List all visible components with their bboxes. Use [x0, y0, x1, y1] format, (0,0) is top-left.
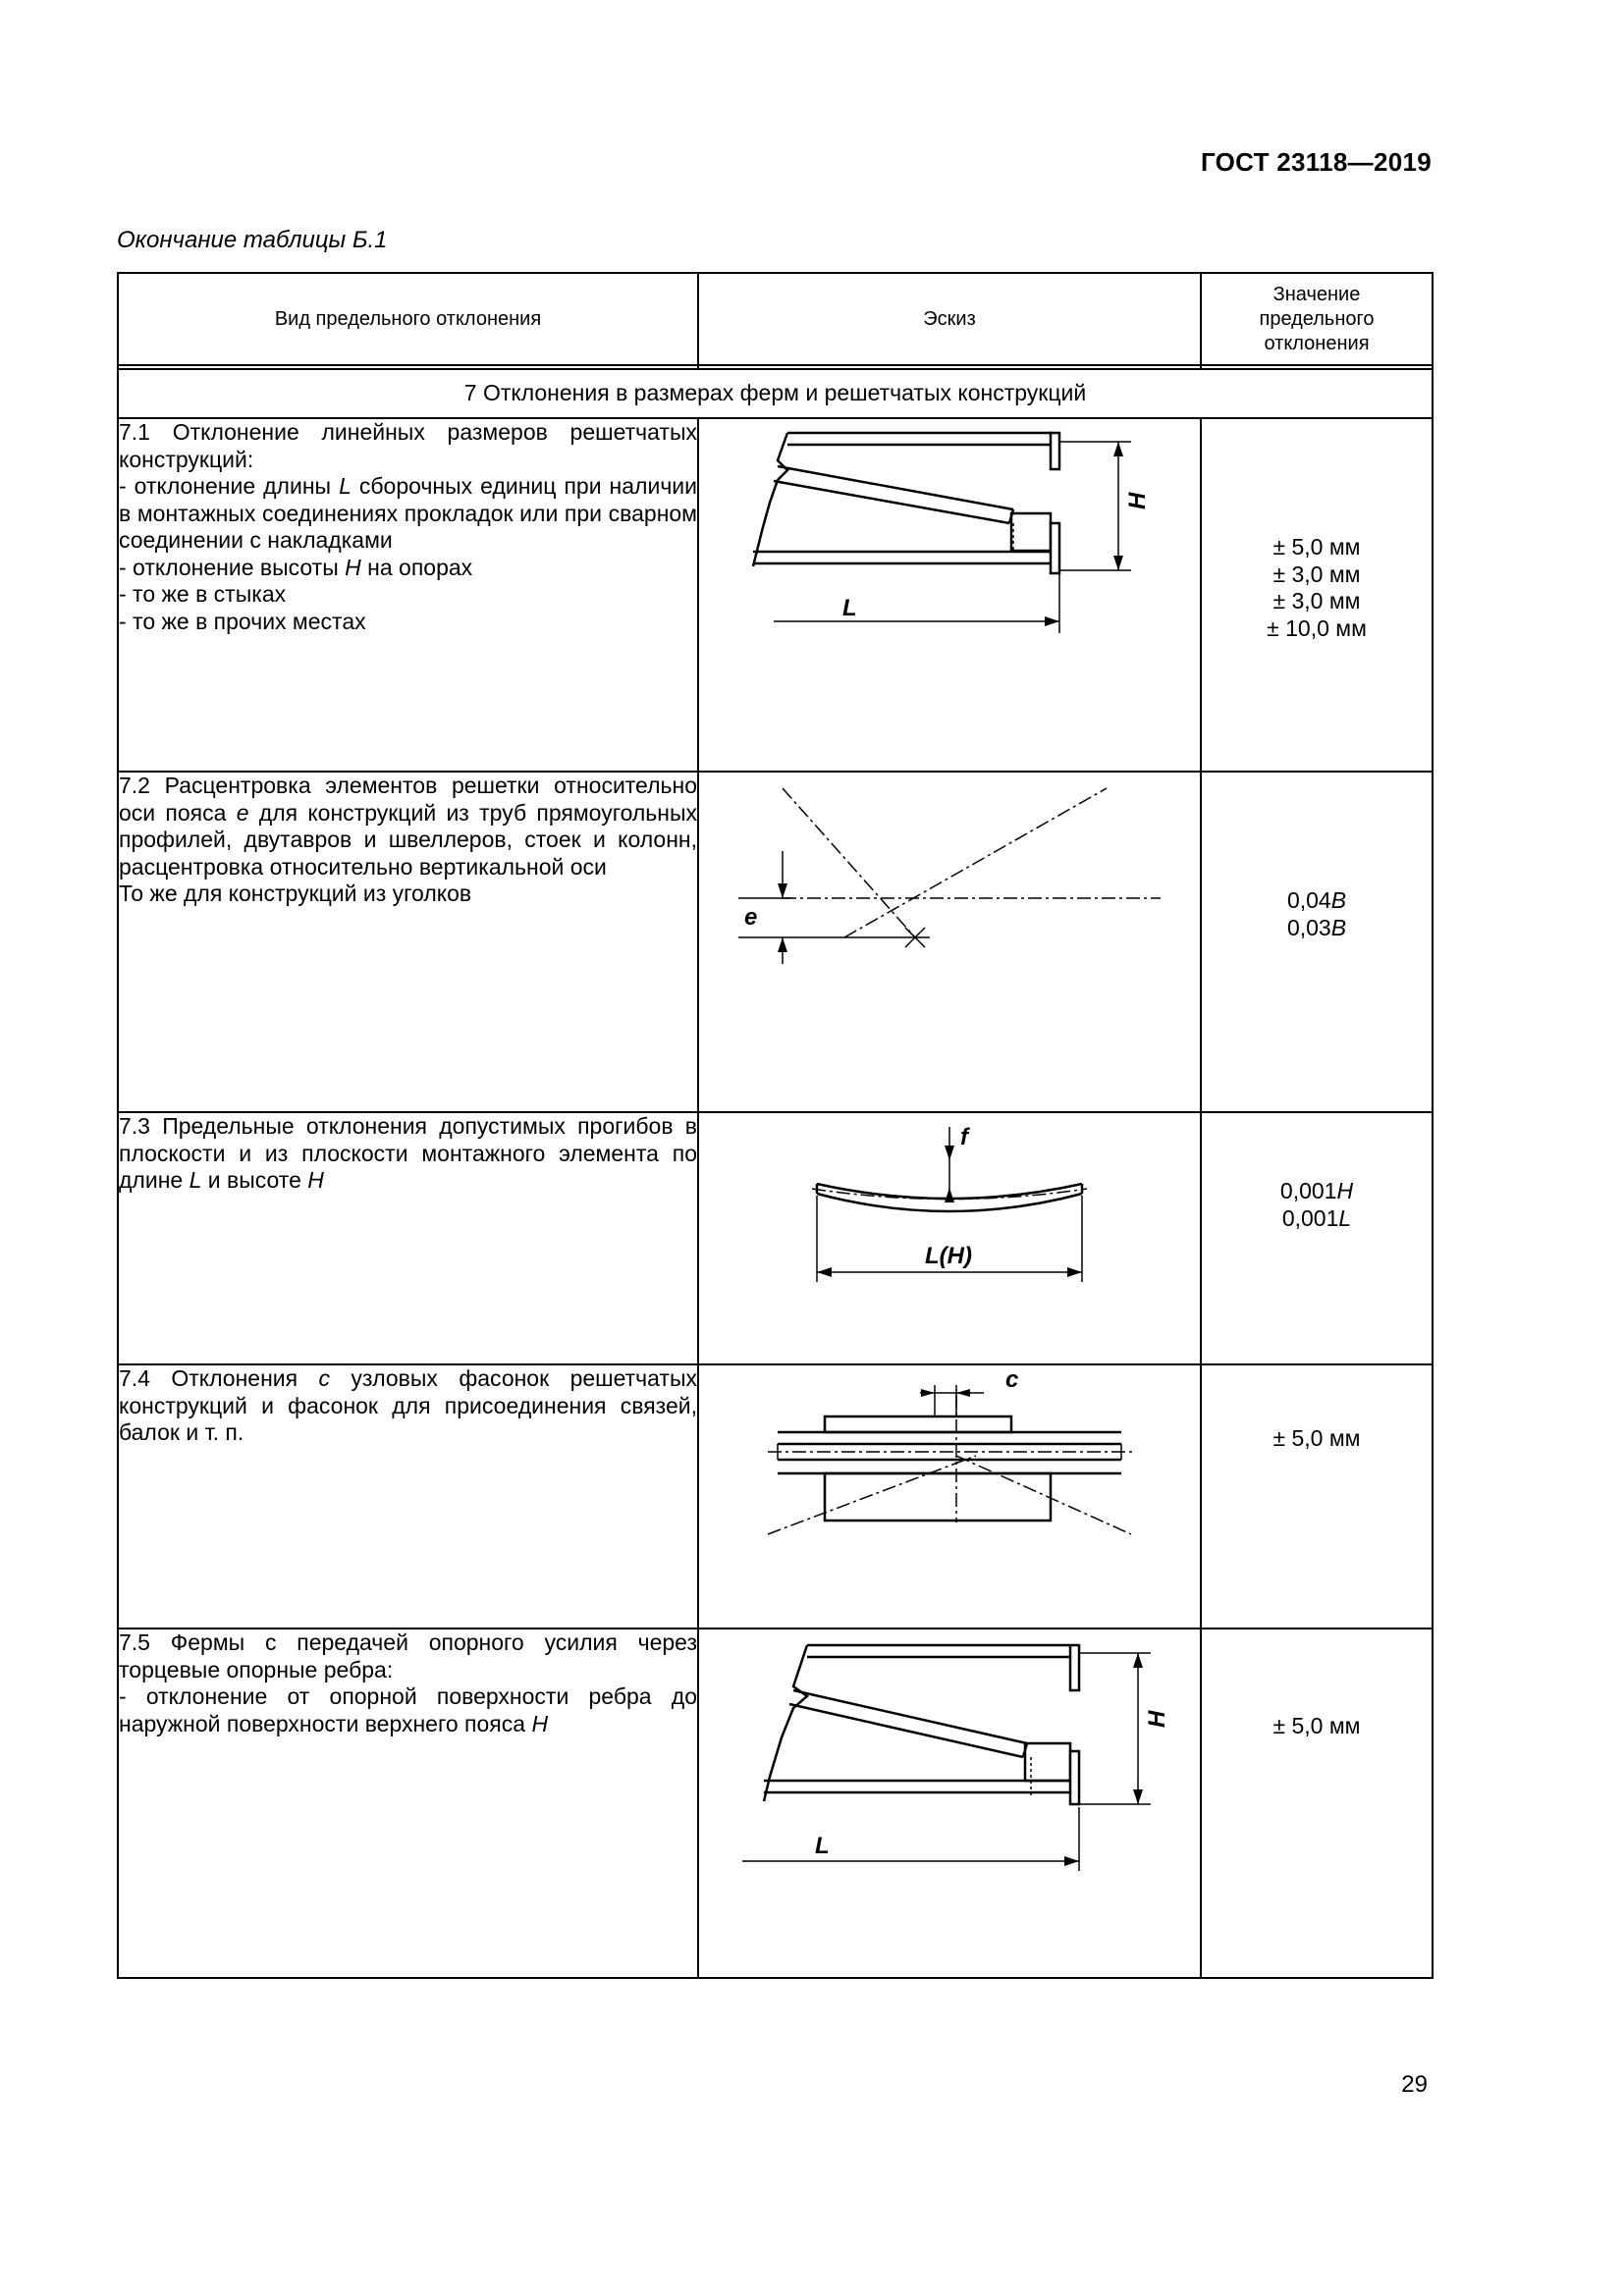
row-line: То же для конструкций из уголков — [119, 881, 472, 906]
row-line: 7.3 Предельные отклонения допустимых прогибов в плоскости и из плоскости монтажного элемента по длине L и высоте H — [119, 1113, 697, 1193]
section-row — [118, 369, 1433, 418]
column-header: Значение предельного отклонения — [1201, 273, 1433, 365]
sketch-label-f: f — [960, 1124, 968, 1150]
row-line: - то же в прочих местах — [119, 608, 366, 634]
row-description — [118, 1364, 698, 1629]
table-row — [118, 1629, 1433, 1978]
row-description — [118, 772, 698, 1112]
truss-length-height-sketch — [699, 419, 1200, 656]
table-header-row — [118, 273, 1433, 365]
row-values — [1201, 418, 1433, 772]
gusset-plate-sketch — [699, 1365, 1200, 1568]
column-header: Вид предельного отклонения — [118, 273, 698, 365]
value-item: 0,03B — [1286, 914, 1347, 940]
row-description — [118, 1112, 698, 1364]
table-row — [118, 1112, 1433, 1364]
deflection-sketch — [699, 1113, 1200, 1299]
page-number: 29 — [1401, 2071, 1428, 2098]
sketch-label-H: H — [1144, 1710, 1170, 1728]
row-line: 7.1 Отклонение линейных размеров решетчатых конструкций: — [119, 419, 697, 472]
sketch-label-c: c — [1005, 1366, 1019, 1393]
deviations-table — [117, 272, 1434, 1979]
end-bearing-truss-sketch — [699, 1629, 1200, 1894]
row-line: 7.4 Отклонения c узловых фасонок решетчатых конструкций и фасонок для присоединения связей, балок и т. п. — [119, 1365, 698, 1445]
row-sketch — [698, 1112, 1201, 1364]
table-row — [118, 1364, 1433, 1629]
section-title: 7 Отклонения в размерах ферм и решетчатых конструкций — [118, 369, 1433, 418]
row-line: - то же в стыках — [119, 581, 287, 607]
value-item: ± 3,0 мм — [1272, 561, 1361, 587]
table-row — [118, 418, 1433, 772]
eccentricity-sketch — [699, 773, 1200, 996]
row-values — [1201, 1629, 1433, 1978]
row-line: 7.2 Расцентровка элементов решетки относительно оси пояса e для конструкций из труб прямоугольных профилей, двутавров и швеллеров, стоек и колонн, расцентровка относительно вертикальной оси — [119, 773, 697, 880]
row-description — [118, 418, 698, 772]
row-line: - отклонение высоты H на опорах — [119, 554, 473, 580]
sketch-label-LH: L(H) — [925, 1243, 972, 1269]
row-sketch — [698, 1629, 1201, 1978]
value-item: 0,04B — [1286, 887, 1347, 913]
sketch-label-e: e — [744, 904, 758, 931]
document-code: ГОСТ 23118—2019 — [1200, 147, 1432, 177]
row-sketch — [698, 772, 1201, 1112]
value-item: ± 3,0 мм — [1272, 588, 1361, 614]
row-sketch — [698, 1364, 1201, 1629]
sketch-label-L: L — [842, 595, 857, 621]
sketch-label-H: H — [1124, 492, 1151, 509]
value-item: ± 10,0 мм — [1267, 614, 1367, 641]
sketch-label-L: L — [815, 1833, 830, 1859]
table-row — [118, 772, 1433, 1112]
value-item: ± 5,0 мм — [1272, 1713, 1361, 1738]
value-item: ± 5,0 мм — [1272, 1425, 1361, 1451]
row-line: 7.5 Фермы с передачей опорного усилия через торцевые опорные ребра: — [119, 1629, 697, 1682]
value-item: 0,001H — [1279, 1178, 1354, 1203]
table-caption: Окончание таблицы Б.1 — [117, 227, 388, 253]
row-description — [118, 1629, 698, 1978]
row-sketch — [698, 418, 1201, 772]
value-item: ± 5,0 мм — [1272, 534, 1361, 560]
row-values — [1201, 1112, 1433, 1364]
row-values — [1201, 1364, 1433, 1629]
row-line: - отклонение от опорной поверхности ребра до наружной поверхности верхнего пояса H — [119, 1683, 697, 1736]
row-values — [1201, 772, 1433, 1112]
row-line: - отклонение длины L сборочных единиц при наличии в монтажных соединениях прокладок или при сварном соединении с накладками — [119, 473, 697, 553]
value-item: 0,001L — [1281, 1204, 1352, 1231]
column-header: Эскиз — [698, 273, 1201, 365]
